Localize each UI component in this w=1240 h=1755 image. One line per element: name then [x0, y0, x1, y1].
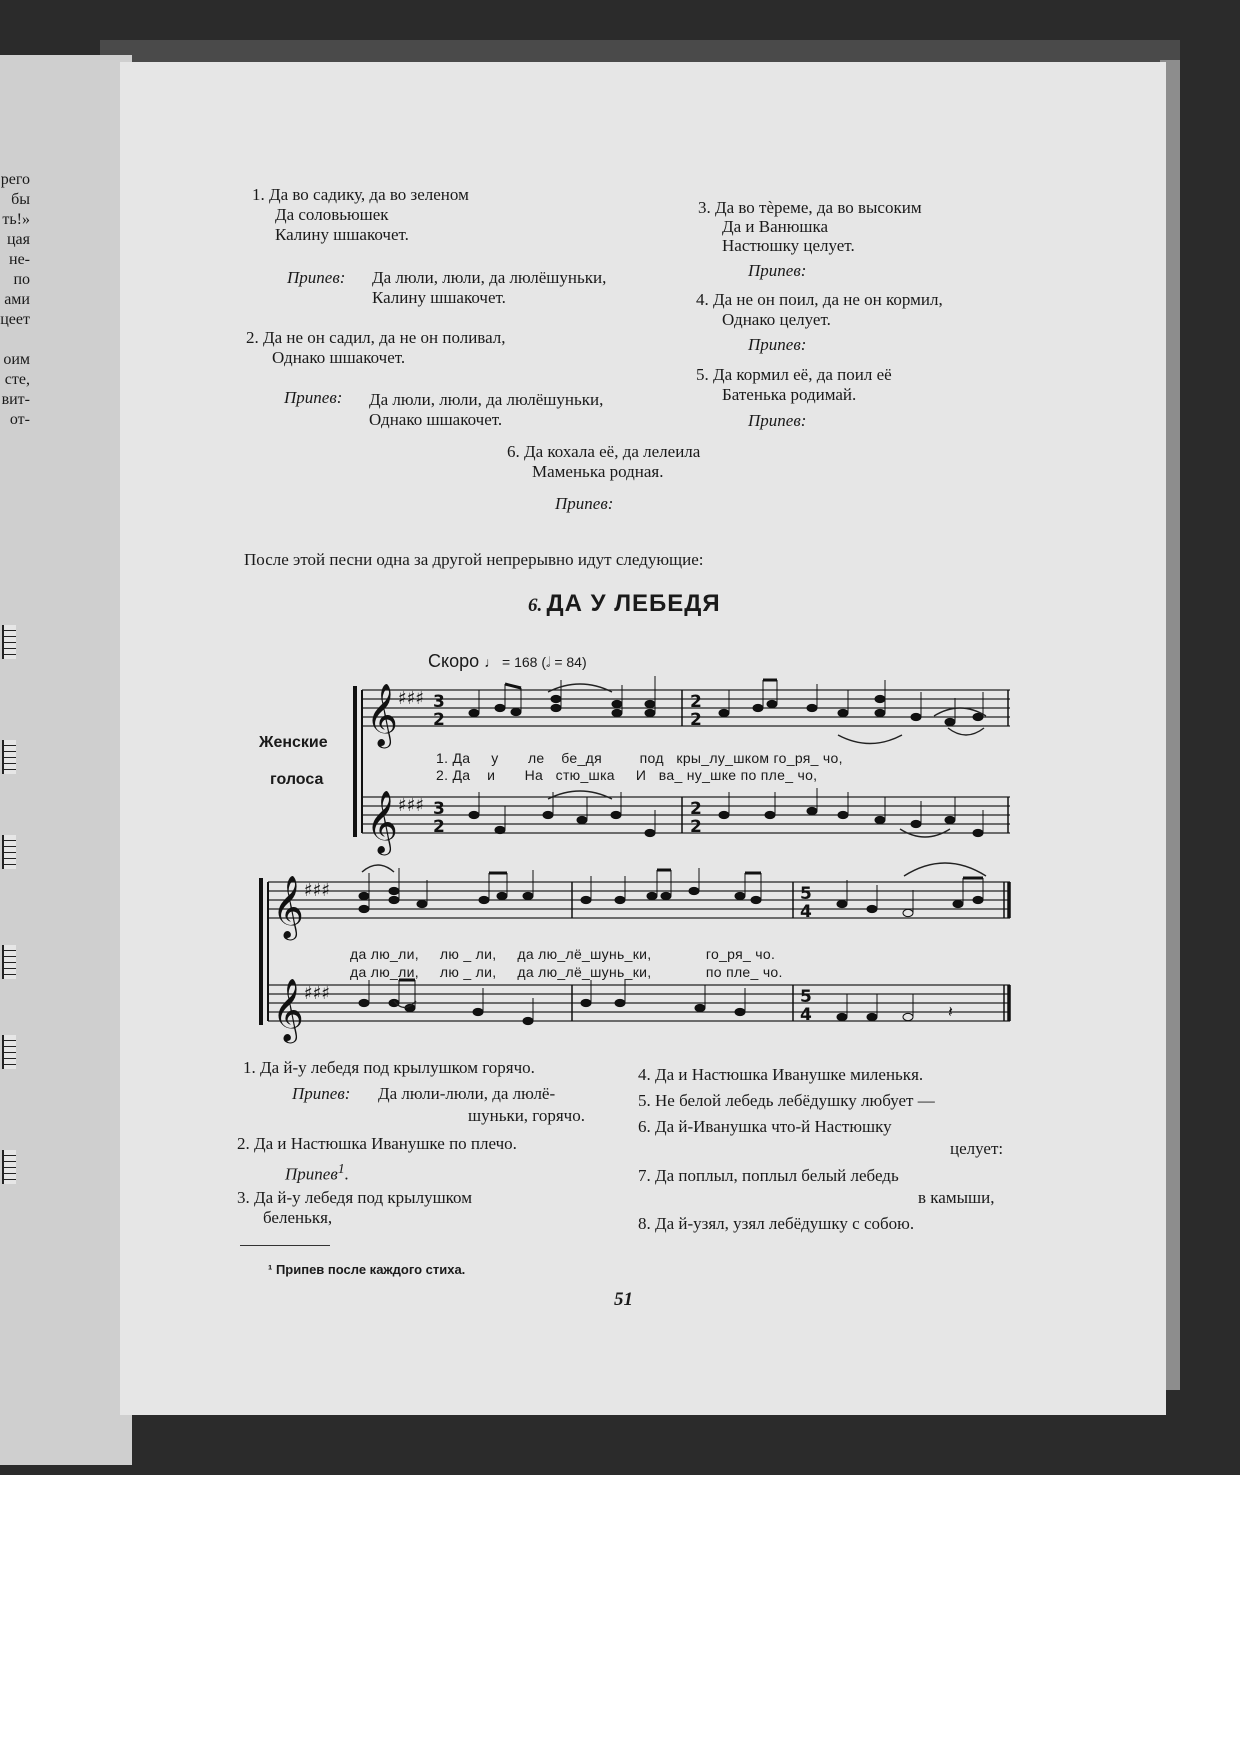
- refrain-label: Припев:: [748, 335, 807, 354]
- left-fragment: сте,: [4, 371, 30, 388]
- verse-line: 6. Да й-Иванушка что-й Настюшку: [638, 1117, 892, 1136]
- svg-text:♯♯♯: ♯♯♯: [304, 983, 331, 1004]
- metronome-mark: ♩ = 168 (𝅗𝅥 = 84): [484, 654, 587, 670]
- verse-line: Маменька родная.: [532, 462, 664, 481]
- verse-line: беленькя,: [263, 1208, 333, 1227]
- voice-label: Женские: [259, 734, 328, 751]
- refrain-label: Припев:: [555, 494, 614, 513]
- svg-text:5: 5: [800, 884, 812, 904]
- refrain-footnoted: Припев$^1$.: [285, 1162, 349, 1184]
- left-fragment: от-: [9, 411, 30, 428]
- refrain-line: Калину шшакочет.: [372, 288, 506, 307]
- footnote-rule: [240, 1245, 330, 1246]
- verse-line: 3. Да во тѐреме, да во высоким: [698, 198, 922, 217]
- refrain-label: Припев: [285, 1164, 338, 1184]
- verse-line: 6. Да кохала её, да лелеила: [507, 442, 701, 461]
- svg-text:5: 5: [800, 987, 812, 1007]
- svg-text:2: 2: [690, 799, 702, 819]
- svg-text:𝄞: 𝄞: [366, 790, 398, 853]
- verse-line: Калину шшакочет.: [275, 225, 409, 244]
- left-fragment: вит-: [1, 391, 30, 408]
- lyrics-line: 2. Да и На стю_шка И ва_ ну_шке по пле_ чо,: [436, 767, 818, 783]
- note-group: [469, 788, 983, 837]
- lyrics-line: да лю_ли, лю _ ли, да лю_лё_шунь_ки, го_ря_ чо.: [350, 946, 776, 962]
- refrain-line: Да люли, люли, да люлёшуньки,: [369, 390, 604, 409]
- verse-line: Настюшку целует.: [722, 236, 855, 255]
- svg-text:𝄞: 𝄞: [272, 875, 304, 938]
- verse-line: 2. Да и Настюшка Иванушке по плечо.: [237, 1134, 517, 1153]
- svg-text:𝄞: 𝄞: [366, 683, 398, 746]
- refrain-label: Припев:: [287, 268, 346, 287]
- intro-line: После этой песни одна за другой непрерывно идут следующие:: [244, 550, 704, 569]
- verse-line: 3. Да й-у лебедя под крылушком: [237, 1188, 472, 1207]
- footnote: ¹ Припев после каждого стиха.: [268, 1262, 466, 1277]
- verse-line: 8. Да й-узял, узял лебёдушку с собою.: [638, 1214, 915, 1233]
- page-number: 51: [614, 1289, 633, 1310]
- note-group: [359, 980, 953, 1025]
- tempo-word: Скоро: [428, 651, 480, 671]
- svg-text:2: 2: [690, 692, 702, 712]
- verse-line: 4. Да не он поил, да не он кормил,: [696, 290, 943, 309]
- svg-text:𝄞: 𝄞: [272, 978, 304, 1041]
- left-fragment: по: [13, 271, 30, 288]
- verse-line: 2. Да не он садил, да не он поливал,: [246, 328, 506, 347]
- left-fragment: ть!»: [2, 211, 30, 228]
- refrain-label: Припев:: [748, 261, 807, 280]
- left-fragment: цеет: [0, 311, 30, 328]
- left-fragment: цая: [6, 231, 30, 248]
- verse-line: Однако целует.: [722, 310, 831, 329]
- note-group: [469, 676, 983, 726]
- verse-line: 1. Да во садику, да во зеленом: [252, 185, 469, 204]
- svg-text:2: 2: [433, 710, 445, 730]
- verse-line: Батенька родимай.: [722, 385, 857, 404]
- svg-text:2: 2: [690, 817, 702, 837]
- refrain-label: Припев:: [284, 388, 343, 407]
- verse-line: Да соловьюшек: [275, 205, 389, 224]
- lyrics-line: да лю_ли, лю _ ли, да лю_лё_шунь_ки, по пле_ чо.: [350, 964, 783, 980]
- svg-text:3: 3: [433, 799, 445, 819]
- refrain-line: Да люли-люли, да люлё-: [378, 1084, 556, 1103]
- lyrics-line: 1. Да у ле бе_дя под кры_лу_шком го_ря_ чо,: [436, 750, 843, 766]
- verse-line: в камыши,: [918, 1188, 995, 1207]
- verse-line: 1. Да й-у лебедя под крылушком горячо.: [243, 1058, 535, 1077]
- svg-text:4: 4: [800, 1005, 812, 1025]
- left-fragment: бы: [11, 191, 30, 208]
- svg-text:2: 2: [690, 710, 702, 730]
- verse-line: 4. Да и Настюшка Иванушке миленькя.: [638, 1065, 924, 1084]
- svg-text:♯♯♯: ♯♯♯: [398, 688, 425, 709]
- svg-text:3: 3: [433, 692, 445, 712]
- svg-text:2: 2: [433, 817, 445, 837]
- verse-line: 7. Да поплыл, поплыл белый лебедь: [638, 1166, 899, 1185]
- refrain-line: Однако шшакочет.: [369, 410, 503, 429]
- left-fragment: оим: [3, 351, 30, 368]
- svg-text:𝄽: 𝄽: [948, 1002, 953, 1021]
- verse-line: 5. Да кормил её, да поил её: [696, 365, 892, 384]
- song-title: ДА У ЛЕБЕДЯ: [546, 590, 721, 617]
- svg-text:♯♯♯: ♯♯♯: [304, 880, 331, 901]
- refrain-line: шуньки, горячо.: [468, 1106, 585, 1125]
- left-fragment: ами: [4, 291, 30, 308]
- verse-line: целует:: [950, 1139, 1004, 1158]
- verse-line: Да и Ванюшка: [722, 217, 829, 236]
- svg-text:4: 4: [800, 902, 812, 922]
- svg-text:♯♯♯: ♯♯♯: [398, 795, 425, 816]
- left-fragment: не-: [9, 251, 30, 268]
- refrain-line: Да люли, люли, да люлёшуньки,: [372, 268, 607, 287]
- refrain-label: Припев:: [748, 411, 807, 430]
- verse-line: 5. Не белой лебедь лебёдушку любует —: [638, 1091, 935, 1110]
- song-number: 6.: [528, 595, 543, 616]
- footnote-marker: 1: [337, 1162, 345, 1177]
- verse-line: Однако шшакочет.: [272, 348, 406, 367]
- voice-label: голоса: [270, 771, 324, 788]
- clefs: [272, 683, 424, 1044]
- left-fragment: рего: [0, 171, 30, 188]
- refrain-label: Припев:: [292, 1084, 351, 1103]
